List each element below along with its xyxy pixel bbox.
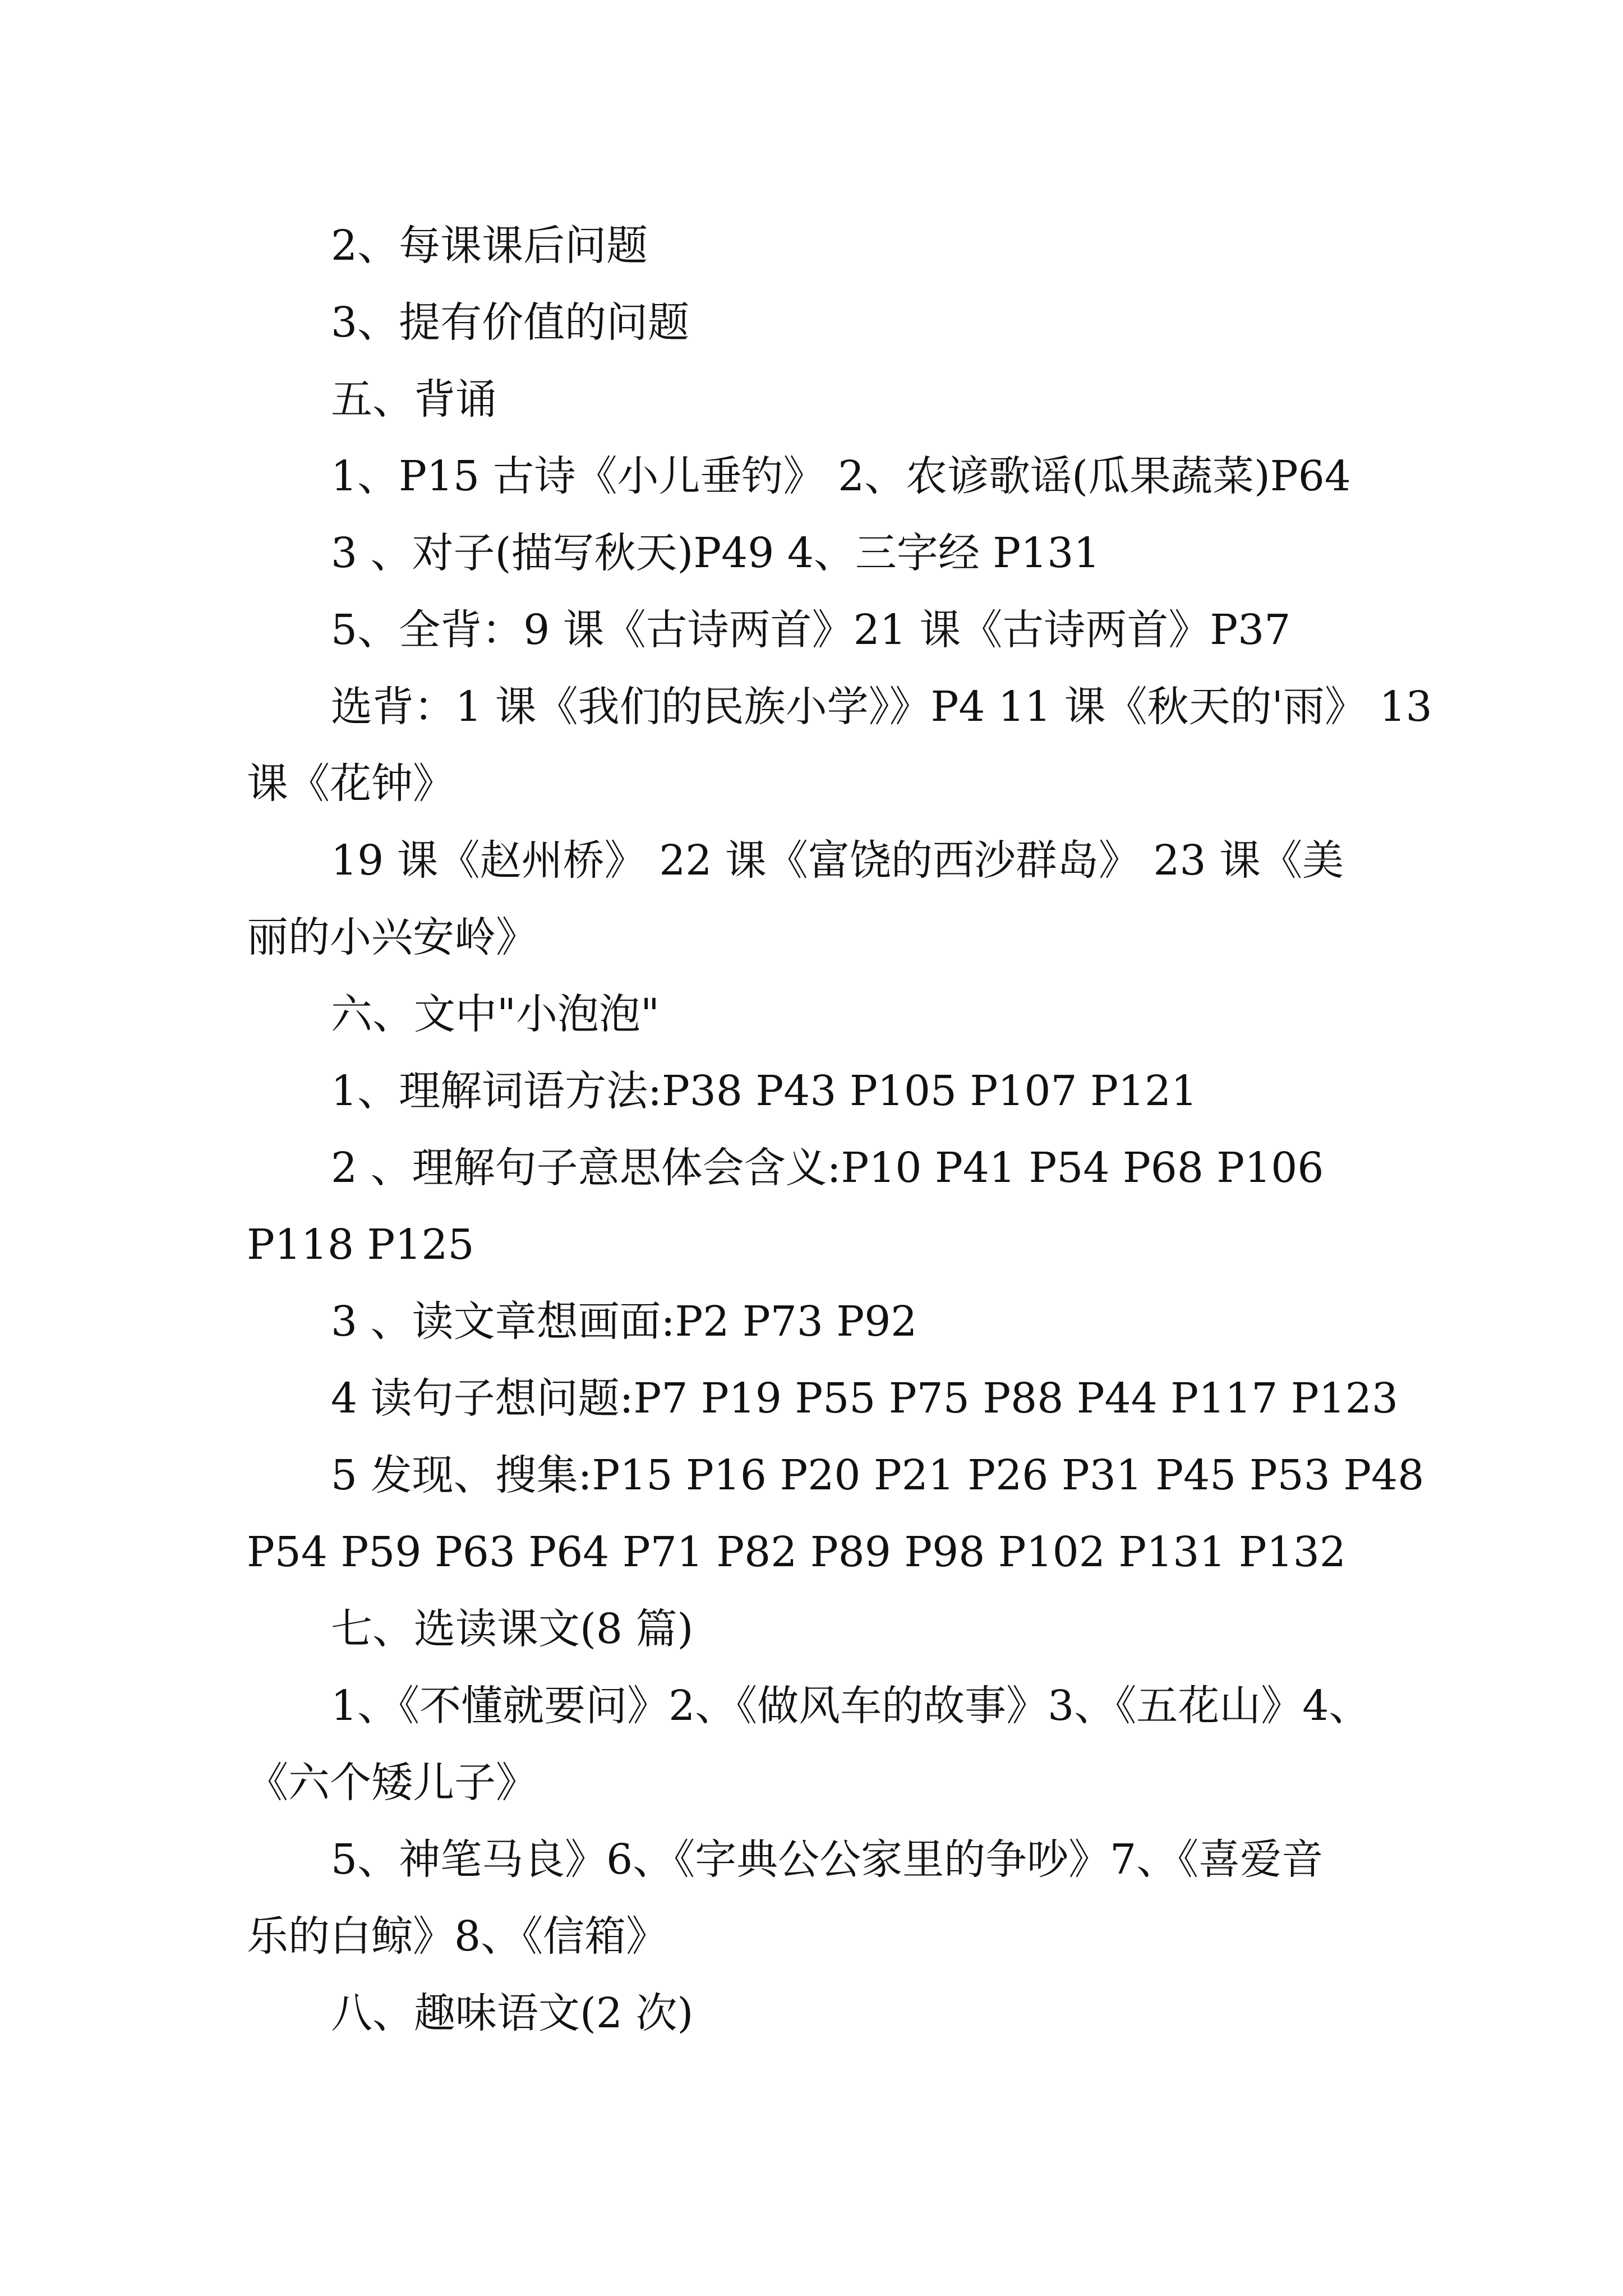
text-line: P118 P125 (247, 1221, 474, 1269)
text-line: 5、全背：9 课《古诗两首》21 课《古诗两首》P37 (331, 606, 1291, 654)
text-line: 1、P15 古诗《小儿垂钓》 2、农谚歌谣(瓜果蔬菜)P64 (331, 452, 1351, 500)
text-line: 丽的小兴安岭》 (247, 913, 537, 961)
text-line: 19 课《赵州桥》 22 课《富饶的西沙群岛》 23 课《美 (331, 836, 1344, 885)
section-heading: 五、背诵 (331, 375, 497, 424)
text-line: 5、神笔马良》6、《字典公公家里的争吵》7、《喜爱音 (331, 1835, 1324, 1884)
section-heading: 七、选读课文(8 篇) (331, 1605, 694, 1653)
text-line: 1、《不懂就要问》2、《做风车的故事》3、《五花山》4、 (331, 1682, 1371, 1730)
text-line: 1、理解词语方法:P38 P43 P105 P107 P121 (331, 1067, 1198, 1115)
document-body (247, 208, 1432, 2052)
text-line: P54 P59 P63 P64 P71 P82 P89 P98 P102 P131 P132 (247, 1528, 1346, 1576)
text-line: 选背：1 课《我们的民族小学》》P4 11 课《秋天的'雨》 13 (331, 683, 1432, 731)
text-line: 3、提有价值的问题 (331, 298, 690, 347)
section-heading: 六、文中"小泡泡" (331, 990, 660, 1038)
text-line: 3 、读文章想画面:P2 P73 P92 (331, 1297, 917, 1346)
text-line: 3 、对子(描写秋天)P49 4、三字经 P131 (331, 529, 1100, 577)
section-heading: 八、趣味语文(2 次) (331, 1989, 694, 2037)
text-line: 2 、理解句子意思体会含义:P10 P41 P54 P68 P106 (331, 1144, 1324, 1192)
text-line: 《六个矮儿子》 (247, 1759, 537, 1807)
text-line: 2、每课课后问题 (331, 222, 648, 270)
text-line: 5 发现、搜集:P15 P16 P20 P21 P26 P31 P45 P53 P48 (331, 1451, 1424, 1499)
text-line: 4 读句子想问题:P7 P19 P55 P75 P88 P44 P117 P123 (331, 1374, 1398, 1423)
text-line: 课《花钟》 (247, 760, 454, 808)
text-line: 乐的白鲸》8、《信箱》 (247, 1912, 668, 1961)
